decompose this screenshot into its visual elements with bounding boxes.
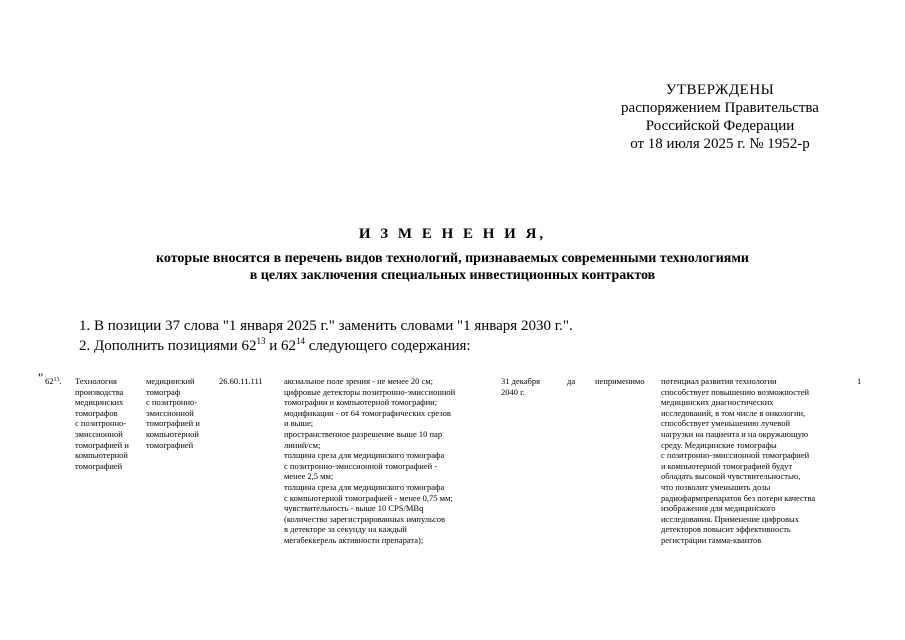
opening-quote: " bbox=[38, 370, 44, 385]
position-number: 62 bbox=[45, 376, 54, 386]
item-2-superscript-1: 13 bbox=[256, 336, 266, 346]
table-cell-not-applicable: неприменимо bbox=[595, 376, 645, 386]
subtitle-line-2: в целях заключения специальных инвестиционных контрактов bbox=[249, 268, 656, 283]
document-subtitle bbox=[0, 250, 905, 284]
approval-line-1: распоряжением Правительства bbox=[621, 100, 819, 116]
table-cell-technology: Технология производства медицинских томографов с позитронно- эмиссионной томографией и компьютерной томографией bbox=[75, 376, 129, 471]
table-cell-product: медицинский томограф с позитронно- эмиссионной томографией и компьютерной томографией bbox=[146, 376, 200, 450]
table-cell-okpd-code: 26.60.11.111 bbox=[219, 376, 263, 386]
change-item-1: 1. В позиции 37 слова "1 января 2025 г." заменить словами "1 января 2030 г.". bbox=[79, 318, 573, 334]
approval-heading: УТВЕРЖДЕНЫ bbox=[665, 82, 775, 98]
subtitle-line-1: которые вносятся в перечень видов технологий, признаваемых современными технологиями bbox=[156, 251, 749, 266]
item-2-text-start: 2. Дополнить позициями 62 bbox=[79, 338, 257, 354]
table-cell-last: 1 bbox=[857, 376, 862, 386]
item-2-superscript-2: 14 bbox=[295, 336, 305, 346]
table-cell-characteristics: аксиальное поле зрения - не менее 20 см; цифровые детекторы позитронно-эмиссионной томографии и компьютерной томографии; модификации - от 64 томографических срезов и выше; пространственное разрешение выше 10 пар линий/см; толщина среза для медицинского томографа с позитронно-эмиссионной томографией - менее 2,5 мм; толщина среза для медицинского томографа с компьютерной томографией - менее 0,75 мм; чувствительность - выше 10 CPS/MBq (количество зарегистрированных импульсов в детекторе за секунду на каждый мегабеккерель активности препарата); bbox=[284, 376, 456, 545]
table-cell-yes: да bbox=[567, 376, 576, 386]
position-number-superscript: 13 bbox=[53, 377, 60, 383]
approval-line-2: Российской Федерации bbox=[645, 118, 795, 134]
change-item-2 bbox=[79, 337, 471, 355]
table-cell-position-number bbox=[45, 376, 62, 387]
approval-block bbox=[560, 81, 880, 153]
item-2-text-middle: и 62 bbox=[265, 338, 296, 354]
document-title: И З М Е Н Е Н И Я, bbox=[358, 226, 547, 242]
item-2-text-end: следующего содержания: bbox=[304, 338, 471, 354]
position-number-dot: . bbox=[59, 376, 62, 386]
approval-line-3: от 18 июля 2025 г. № 1952-р bbox=[630, 136, 810, 152]
table-cell-date: 31 декабря 2040 г. bbox=[501, 376, 540, 397]
table-cell-potential: потенциал развития технологии способствует повышению возможностей медицинских диагностических исследований, в том числе в онкологии, способствует уменьшению лучевой нагрузки на пациента и на окружающую среду. Медицинские томографы с позитронно-эмиссионной томографией и компьютерной томографией будут обладать высокой чувствительностью, что позволит уменьшить дозы радиофармпрепаратов без потери качества изображения для медицинского исследования. Применение цифровых детекторов повысит эффективность регистрации гамма-квантов bbox=[661, 376, 816, 545]
